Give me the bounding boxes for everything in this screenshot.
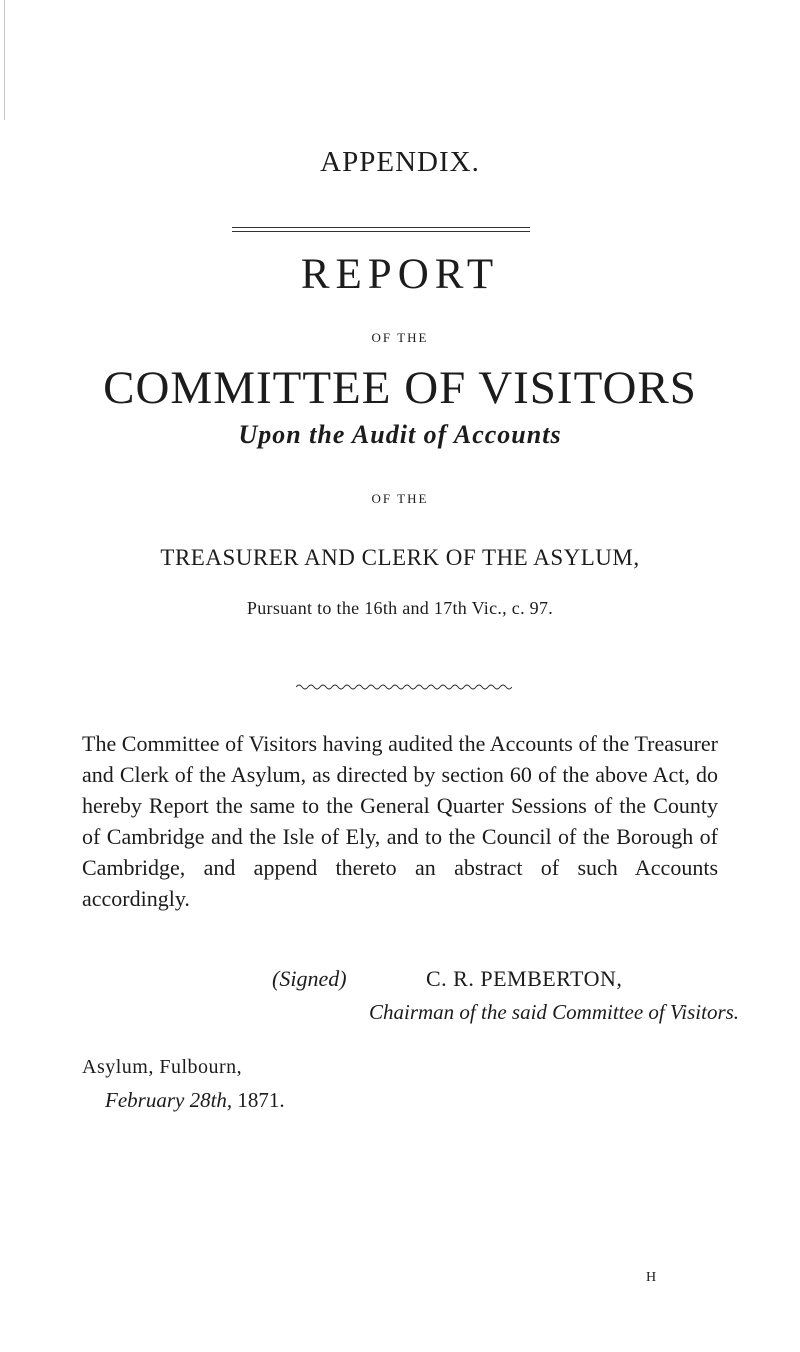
treasurer-clerk-line: TREASURER AND CLERK OF THE ASYLUM, <box>160 545 640 570</box>
date-month: February <box>105 1088 185 1112</box>
date-line <box>105 1088 285 1113</box>
double-rule-divider <box>232 227 530 232</box>
place-line: Asylum, Fulbourn, <box>82 1056 243 1078</box>
report-title: REPORT <box>300 251 500 298</box>
of-the-subheading: OF THE <box>371 330 429 345</box>
wavy-rule-divider <box>296 682 512 692</box>
page-edge-line <box>4 0 5 120</box>
page-signature-mark: H <box>646 1270 657 1285</box>
signed-label: (Signed) <box>272 966 347 991</box>
pursuant-line: Pursuant to the 16th and 17th Vic., c. 97. <box>246 598 554 618</box>
date-year: 1871. <box>237 1088 285 1112</box>
date-day: 28th, <box>189 1088 233 1112</box>
of-the-subheading-2: OF THE <box>371 491 429 506</box>
appendix-heading: APPENDIX. <box>320 146 480 178</box>
report-paragraph: The Committee of Visitors having audited the Accounts of the Treasurer and Clerk of the Asylum, as directed by section 60 of the above Act, do hereby Report the same to the General Quarter Sessions of the County of Cambridge and the Isle of Ely, and to the Council of the Borough of Cambridge, and append thereto an abstract of such Accounts accordingly. <box>82 731 718 911</box>
chairman-title: Chairman of the said Committee of Visitors. <box>369 1000 740 1024</box>
upon-audit-line: Upon the Audit of Accounts <box>238 420 562 449</box>
signer-name: C. R. PEMBERTON, <box>426 966 623 991</box>
committee-title: COMMITTEE OF VISITORS <box>103 362 697 414</box>
